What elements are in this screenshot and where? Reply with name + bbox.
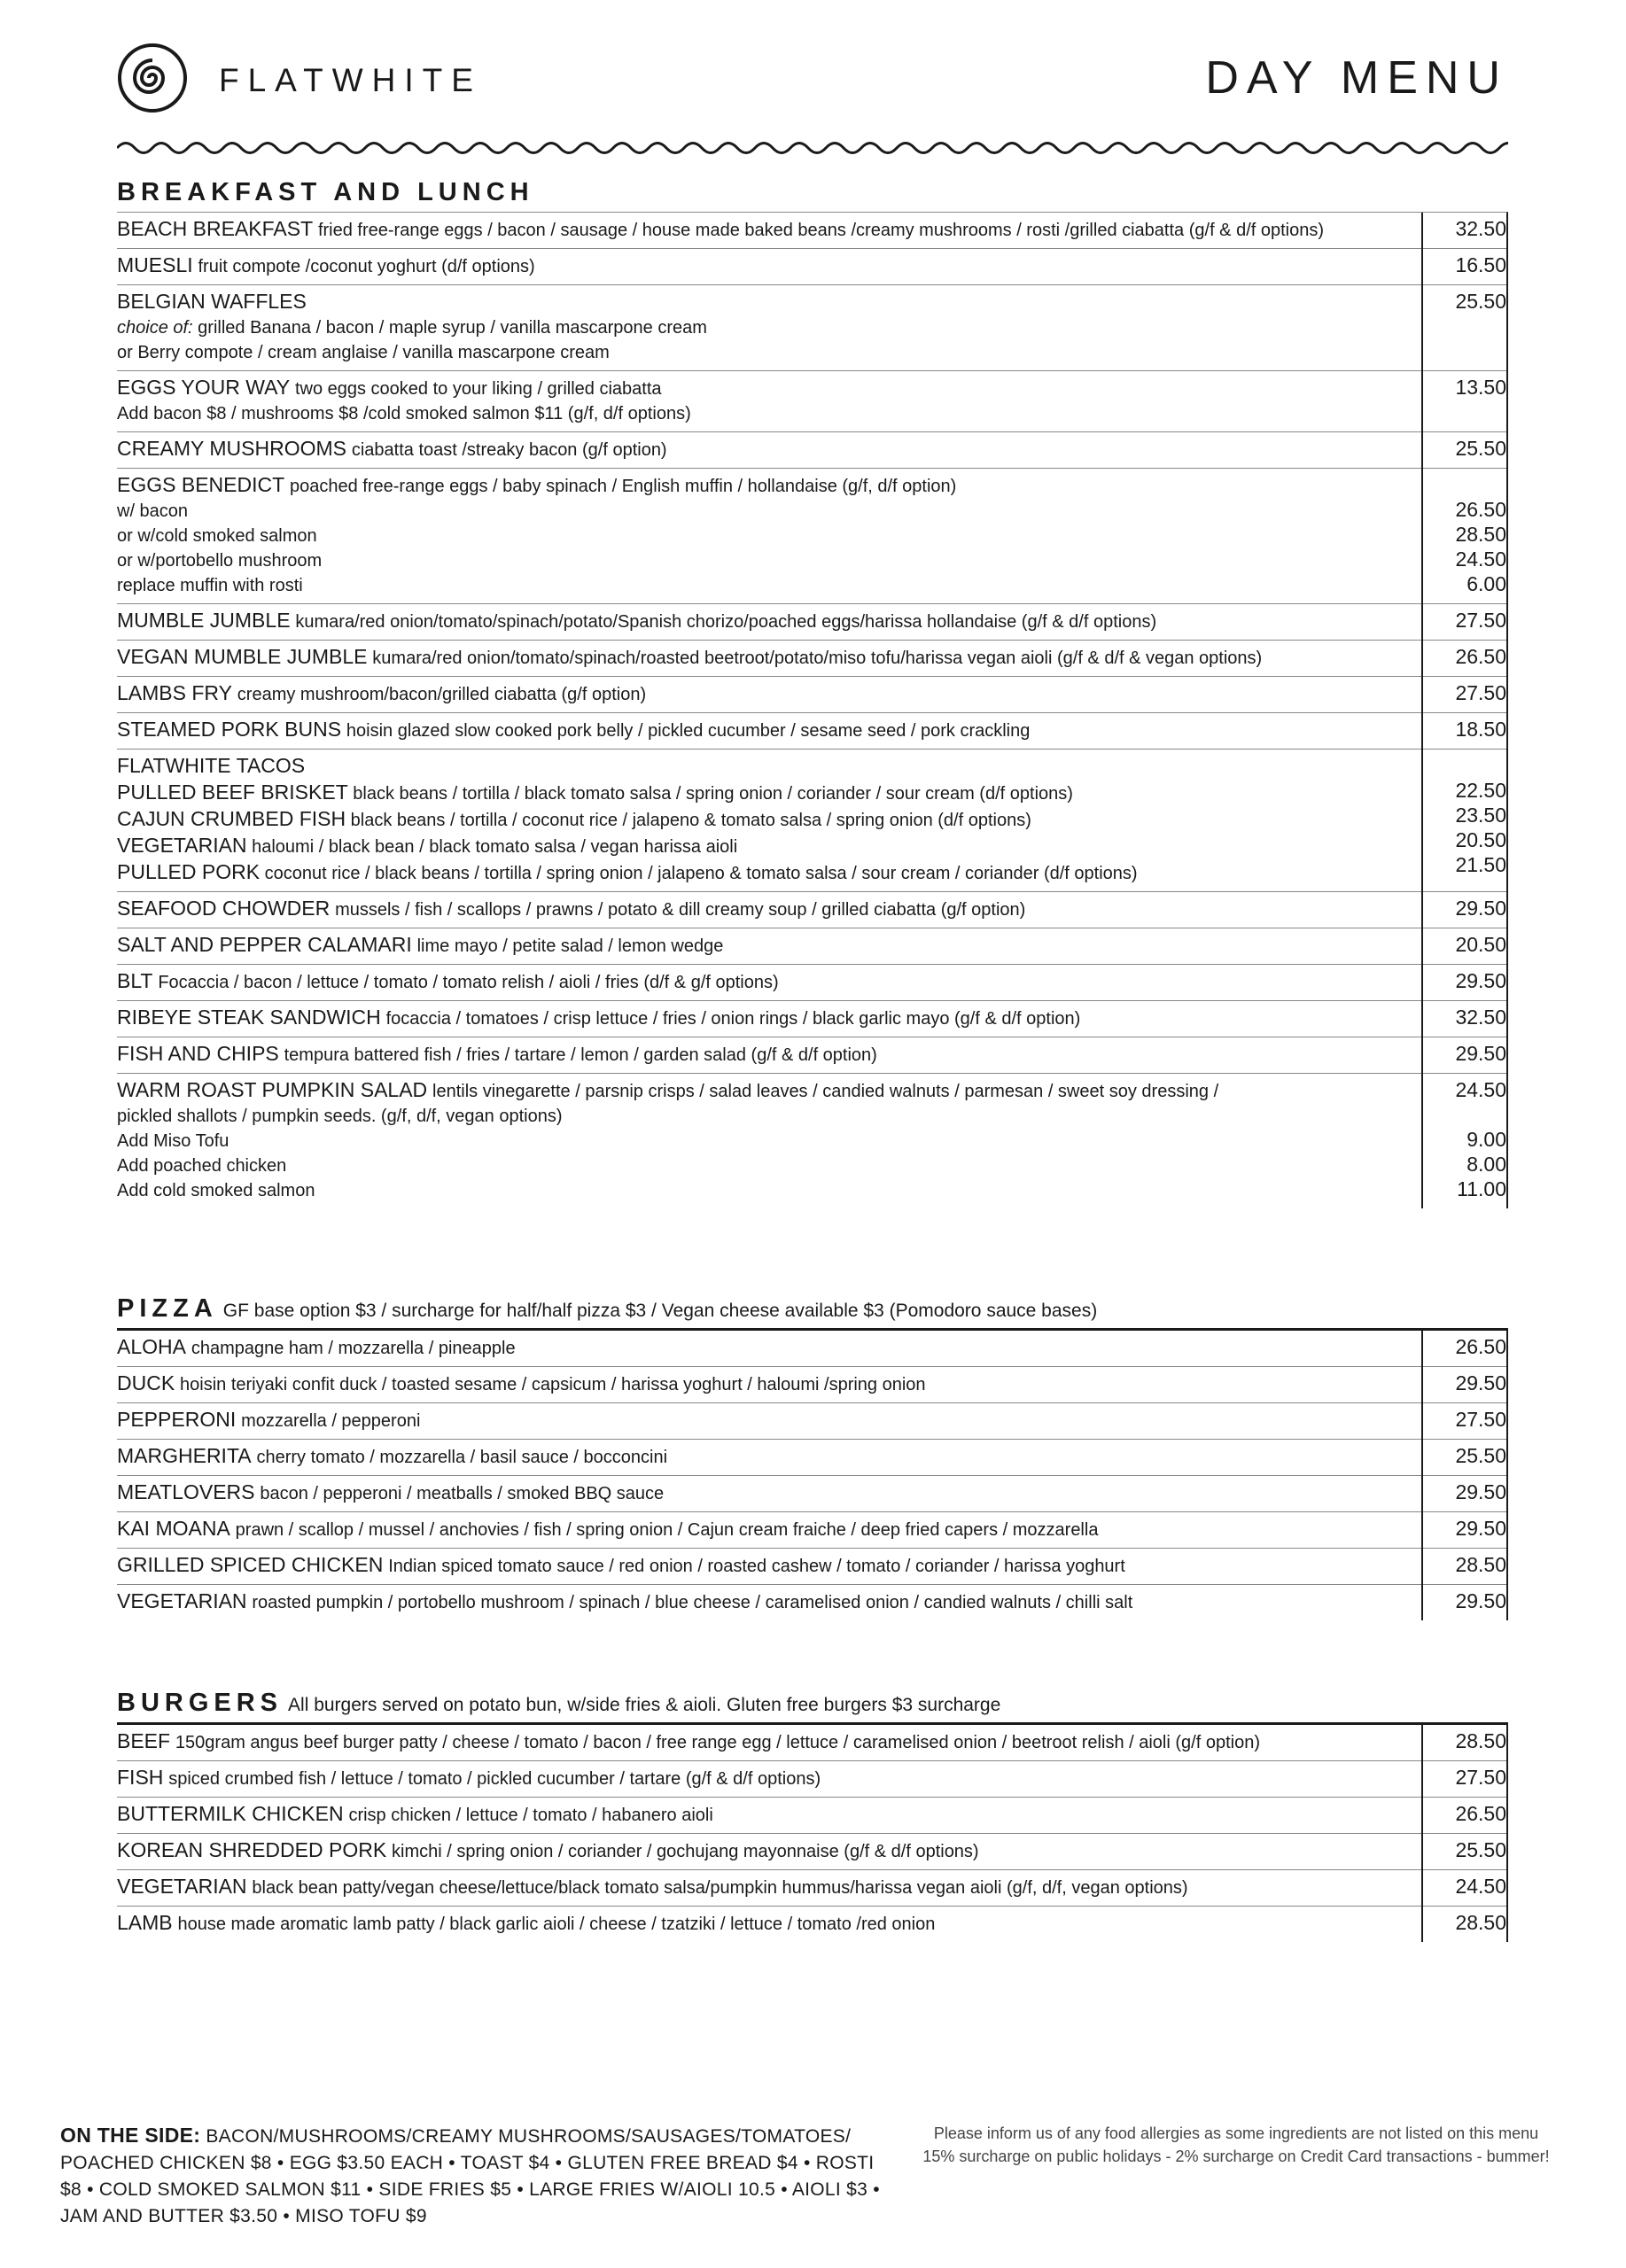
item-name: GRILLED SPICED CHICKEN	[117, 1553, 384, 1576]
item-description	[117, 932, 1420, 959]
subitem-text: grilled Banana / bacon / maple syrup / vanilla mascarpone cream	[192, 318, 707, 338]
item-detail: prawn / scallop / mussel / anchovies / fish / spring onion / Cajun cream fraiche / deep fried capers / mozzarella	[235, 1520, 1099, 1540]
item-price-column	[1418, 1037, 1506, 1066]
item-detail: lime mayo / petite salad / lemon wedge	[416, 936, 724, 956]
item-description	[117, 968, 1420, 995]
item-detail: tempura battered fish / fries / tartare / lemon / garden salad (g/f & d/f option)	[284, 1045, 877, 1065]
item-price: 29.50	[1455, 1042, 1506, 1065]
item-price-column	[1418, 750, 1506, 877]
item-price-column	[1418, 1367, 1506, 1395]
item-description	[117, 289, 1420, 365]
item-subline	[117, 340, 1420, 365]
wave-divider	[117, 135, 1508, 161]
item-price: 32.50	[1455, 1006, 1506, 1029]
item-detail: fruit compote /coconut yoghurt (d/f options)	[198, 257, 535, 276]
item-detail: hoisin glazed slow cooked pork belly / pickled cucumber / sesame seed / pork crackling	[346, 721, 1031, 741]
item-price: 29.50	[1455, 897, 1506, 920]
item-detail: fried free-range eggs / bacon / sausage / house made baked beans /creamy mushrooms / rosti /grilled ciabatta (g/f & d/f options)	[317, 221, 1325, 240]
item-price-column	[1418, 1834, 1506, 1862]
subitem-text: pickled shallots / pumpkin seeds. (g/f, d/f, vegan options)	[117, 1107, 563, 1126]
item-price	[1418, 472, 1506, 497]
item-line	[117, 1041, 1420, 1068]
item-detail: mozzarella / pepperoni	[241, 1411, 421, 1431]
subitem-name: PULLED PORK	[117, 860, 261, 883]
sides-text: BACON/MUSHROOMS/CREAMY MUSHROOMS/SAUSAGES/TOMATOES/ POACHED CHICKEN $8 • EGG $3.50 EACH • TOAST $4 • GLUTEN FREE BREAD $4 • ROSTI $8 • COLD SMOKED SALMON $11 • SIDE FRIES $5 • LARGE FRIES W/AIOLI 10.5 • AIOLI $3 • JAM AND BUTTER $3.50 • MISO TOFU $9	[60, 2126, 880, 2226]
item-line	[117, 1516, 1420, 1542]
item-name: PEPPERONI	[117, 1408, 237, 1431]
item-description	[117, 252, 1420, 279]
subitem-price: 8.00	[1467, 1153, 1506, 1176]
item-price-column	[1418, 1761, 1506, 1790]
item-price-column	[1418, 1585, 1506, 1613]
item-price: 29.50	[1455, 969, 1506, 992]
item-price: 27.50	[1455, 681, 1506, 704]
item-detail: kumara/red onion/tomato/spinach/potato/Spanish chorizo/poached eggs/harissa hollandaise (g/f & d/f options)	[295, 612, 1157, 632]
item-detail: lentils vinegarette / parsnip crisps / salad leaves / candied walnuts / parmesan / sweet soy dressing /	[432, 1082, 1219, 1101]
item-line	[117, 252, 1420, 279]
breakfast-items	[117, 212, 1508, 1208]
item-price: 16.50	[1455, 253, 1506, 276]
item-line	[117, 1334, 1420, 1361]
item-price-column	[1418, 1870, 1506, 1899]
item-description	[117, 216, 1420, 243]
item-price: 25.50	[1455, 1444, 1506, 1467]
menu-item	[117, 1001, 1506, 1037]
item-description	[117, 1407, 1420, 1433]
subitem-text: replace muffin with rosti	[117, 576, 303, 595]
item-name: DUCK	[117, 1371, 175, 1394]
item-price: 26.50	[1455, 1335, 1506, 1358]
subitem-name: PULLED BEEF BRISKET	[117, 781, 348, 804]
item-price: 28.50	[1455, 1729, 1506, 1752]
item-price-column	[1418, 213, 1506, 241]
item-price: 25.50	[1455, 437, 1506, 460]
item-name: MUESLI	[117, 253, 193, 276]
subitem-price	[1418, 1102, 1506, 1127]
subitem-price: 24.50	[1455, 548, 1506, 571]
item-subline	[117, 1178, 1420, 1203]
breakfast-section	[117, 173, 1508, 1208]
item-detail: black bean patty/vegan cheese/lettuce/black tomato salsa/pumpkin hummus/harissa vegan aioli (g/f, d/f, vegan options)	[252, 1878, 1188, 1898]
item-description	[117, 1728, 1420, 1755]
menu-item	[117, 1367, 1506, 1403]
item-price-column	[1418, 469, 1506, 596]
item-name: STEAMED PORK BUNS	[117, 718, 342, 741]
item-price: 20.50	[1455, 933, 1506, 956]
menu-item	[117, 965, 1506, 1001]
item-price-column	[1418, 965, 1506, 993]
item-description	[117, 717, 1420, 743]
item-name: LAMBS FRY	[117, 681, 232, 704]
item-subline	[117, 1129, 1420, 1153]
subitem-name: CAJUN CRUMBED FISH	[117, 807, 346, 830]
menu-item	[117, 371, 1506, 432]
item-line	[117, 375, 1420, 401]
item-description	[117, 375, 1420, 426]
item-subline	[117, 524, 1420, 548]
menu-item	[117, 1074, 1506, 1208]
item-line	[117, 1480, 1420, 1506]
item-description	[117, 1910, 1420, 1937]
pizza-section	[117, 1289, 1508, 1620]
item-subline	[117, 859, 1420, 886]
item-line	[117, 968, 1420, 995]
price-divider	[1421, 213, 1423, 1208]
item-price-column	[1418, 641, 1506, 669]
subitem-text: black beans / tortilla / coconut rice / jalapeno & tomato salsa / spring onion (d/f options)	[346, 811, 1031, 830]
subitem-text: haloumi / black bean / black tomato salsa / vegan harissa aioli	[246, 837, 738, 857]
subitem-text: w/ bacon	[117, 501, 189, 521]
item-detail: Indian spiced tomato sauce / red onion / roasted cashew / tomato / coriander / harissa yoghurt	[388, 1557, 1125, 1576]
menu-item	[117, 1440, 1506, 1476]
item-subline	[117, 1104, 1420, 1129]
sides-label: ON THE SIDE:	[60, 2124, 201, 2147]
item-price: 29.50	[1455, 1517, 1506, 1540]
item-description	[117, 1371, 1420, 1397]
item-line	[117, 1910, 1420, 1937]
item-name: FISH AND CHIPS	[117, 1042, 279, 1065]
burgers-section	[117, 1683, 1508, 1942]
menu-item	[117, 249, 1506, 285]
item-name: VEGAN MUMBLE JUMBLE	[117, 645, 368, 668]
brand-name: FLATWHITE	[219, 62, 482, 98]
item-price: 32.50	[1455, 217, 1506, 240]
menu-item	[117, 1798, 1506, 1834]
item-description	[117, 1041, 1420, 1068]
notices	[886, 2122, 1586, 2168]
item-price-column	[1418, 1725, 1506, 1753]
pizza-note: GF base option $3 / surcharge for half/half pizza $3 / Vegan cheese available $3 (Pomodoro sauce bases)	[222, 1301, 1098, 1321]
menu-item	[117, 641, 1506, 677]
item-description	[117, 1334, 1420, 1361]
item-line	[117, 896, 1420, 922]
item-price: 29.50	[1455, 1480, 1506, 1503]
menu-item	[117, 1403, 1506, 1440]
item-price-column	[1418, 1440, 1506, 1468]
item-subline	[117, 548, 1420, 573]
item-line	[117, 932, 1420, 959]
item-subline	[117, 833, 1420, 859]
subitem-text: black beans / tortilla / black tomato salsa / spring onion / coriander / sour cream (d/f options)	[347, 784, 1073, 804]
subitem-text: or w/portobello mushroom	[117, 551, 323, 571]
item-detail: house made aromatic lamb patty / black garlic aioli / cheese / tzatziki / lettuce / tomato /red onion	[177, 1915, 936, 1934]
subitem-price: 20.50	[1455, 828, 1506, 851]
item-detail: spiced crumbed fish / lettuce / tomato / pickled cucumber / tartare (g/f & d/f options)	[168, 1769, 821, 1789]
menu-item	[117, 892, 1506, 928]
item-description	[117, 436, 1420, 462]
item-subline	[117, 1153, 1420, 1178]
item-name: MEATLOVERS	[117, 1480, 255, 1503]
item-line	[117, 1765, 1420, 1791]
item-detail: mussels / fish / scallops / prawns / potato & dill creamy soup / grilled ciabatta (g/f option)	[335, 900, 1026, 920]
item-name: SALT AND PEPPER CALAMARI	[117, 933, 412, 956]
item-price	[1418, 753, 1506, 778]
subitem-text: Add bacon $8 / mushrooms $8 /cold smoked salmon $11 (g/f, d/f options)	[117, 404, 691, 423]
item-price: 13.50	[1455, 376, 1506, 399]
item-line	[117, 1801, 1420, 1828]
item-price: 28.50	[1455, 1911, 1506, 1934]
item-detail: ciabatta toast /streaky bacon (g/f option)	[351, 440, 667, 460]
item-price: 26.50	[1455, 1802, 1506, 1825]
item-detail: kumara/red onion/tomato/spinach/roasted beetroot/potato/miso tofu/harissa vegan aioli (g/f & d/f & vegan options)	[372, 649, 1263, 668]
menu-item	[117, 1907, 1506, 1942]
pizza-title: PIZZA	[117, 1294, 218, 1323]
item-price: 27.50	[1455, 1408, 1506, 1431]
item-price: 27.50	[1455, 1766, 1506, 1789]
item-line	[117, 472, 1420, 499]
section-title	[117, 1289, 1508, 1331]
menu-item	[117, 1512, 1506, 1549]
allergy-notice: Please inform us of any food allergies as some ingredients are not listed on this menu	[933, 2124, 1539, 2142]
item-name: MARGHERITA	[117, 1444, 252, 1467]
subitem-prefix: choice of:	[117, 318, 193, 338]
item-price-column	[1418, 371, 1506, 424]
item-description	[117, 680, 1420, 707]
item-name: BLT	[117, 969, 153, 992]
burger-items	[117, 1725, 1508, 1942]
menu-item	[117, 1037, 1506, 1074]
item-detail: Focaccia / bacon / lettuce / tomato / tomato relish / aioli / fries (d/f & g/f options)	[158, 973, 779, 992]
item-price-column	[1418, 1798, 1506, 1826]
item-subline	[117, 401, 1420, 426]
item-description	[117, 608, 1420, 634]
subitem-text: or w/cold smoked salmon	[117, 526, 317, 546]
item-line	[117, 1005, 1420, 1031]
menu-item	[117, 750, 1506, 892]
item-line	[117, 1728, 1420, 1755]
item-line	[117, 680, 1420, 707]
item-detail: creamy mushroom/bacon/grilled ciabatta (g/f option)	[237, 685, 647, 704]
item-description	[117, 1588, 1420, 1615]
item-description	[117, 896, 1420, 922]
subitem-price	[1418, 338, 1506, 363]
item-line	[117, 1588, 1420, 1615]
item-name: FISH	[117, 1766, 164, 1789]
item-line	[117, 289, 1420, 315]
item-detail: crisp chicken / lettuce / tomato / habanero aioli	[348, 1806, 713, 1825]
item-line	[117, 1837, 1420, 1864]
item-price-column	[1418, 892, 1506, 920]
subitem-text: Add poached chicken	[117, 1156, 287, 1176]
item-price-column	[1418, 249, 1506, 277]
sides-list	[60, 2122, 884, 2230]
item-detail: roasted pumpkin / portobello mushroom / spinach / blue cheese / caramelised onion / candied walnuts / chilli salt	[252, 1593, 1133, 1612]
item-description	[117, 1443, 1420, 1470]
item-line	[117, 753, 1420, 780]
subitem-price: 22.50	[1455, 779, 1506, 802]
item-description	[117, 1516, 1420, 1542]
menu-item	[117, 213, 1506, 249]
item-price: 18.50	[1455, 718, 1506, 741]
subitem-text: Add Miso Tofu	[117, 1131, 230, 1151]
item-name: EGGS BENEDICT	[117, 473, 285, 496]
item-description	[117, 472, 1420, 598]
item-detail: focaccia / tomatoes / crisp lettuce / fries / onion rings / black garlic mayo (g/f & d/f option)	[385, 1009, 1081, 1029]
item-name: BEACH BREAKFAST	[117, 217, 314, 240]
item-subline	[117, 780, 1420, 806]
item-detail: two eggs cooked to your liking / grilled ciabatta	[294, 379, 662, 399]
item-price: 28.50	[1455, 1553, 1506, 1576]
subitem-name: VEGETARIAN	[117, 834, 247, 857]
item-detail: hoisin teriyaki confit duck / toasted sesame / capsicum / harissa yoghurt / haloumi /spring onion	[180, 1375, 926, 1394]
subitem-price: 11.00	[1457, 1177, 1506, 1200]
item-price: 24.50	[1455, 1078, 1506, 1101]
item-line	[117, 216, 1420, 243]
subitem-price: 6.00	[1467, 572, 1506, 595]
item-price-column	[1418, 928, 1506, 957]
price-divider	[1421, 1725, 1423, 1942]
item-detail: poached free-range eggs / baby spinach / English muffin / hollandaise (g/f, d/f option)	[290, 477, 957, 496]
item-price: 25.50	[1455, 1838, 1506, 1861]
item-name: EGGS YOUR WAY	[117, 376, 291, 399]
subitem-text: or Berry compote / cream anglaise / vanilla mascarpone cream	[117, 343, 610, 362]
item-subline	[117, 315, 1420, 340]
subitem-price: 21.50	[1455, 853, 1506, 876]
item-name: VEGETARIAN	[117, 1875, 247, 1898]
item-name: BUTTERMILK CHICKEN	[117, 1802, 344, 1825]
subitem-price: 23.50	[1455, 804, 1506, 827]
item-description	[117, 1801, 1420, 1828]
item-price: 26.50	[1455, 645, 1506, 668]
item-name: RIBEYE STEAK SANDWICH	[117, 1006, 381, 1029]
item-price-column	[1418, 1074, 1506, 1201]
item-name: KOREAN SHREDDED PORK	[117, 1838, 387, 1861]
menu-item	[117, 285, 1506, 371]
item-description	[117, 1874, 1420, 1900]
item-price-column	[1418, 1512, 1506, 1541]
item-name: SEAFOOD CHOWDER	[117, 897, 331, 920]
subitem-text: coconut rice / black beans / tortilla / spring onion / jalapeno & tomato salsa / sour cream / coriander (d/f options)	[260, 864, 1138, 883]
menu-item	[117, 1761, 1506, 1798]
item-price-column	[1418, 604, 1506, 633]
item-price: 27.50	[1455, 609, 1506, 632]
item-description	[117, 1552, 1420, 1579]
menu-item	[117, 469, 1506, 604]
item-line	[117, 1407, 1420, 1433]
burgers-note: All burgers served on potato bun, w/side fries & aioli. Gluten free burgers $3 surcharge	[288, 1695, 1001, 1715]
item-description	[117, 1077, 1420, 1203]
item-detail: champagne ham / mozzarella / pineapple	[191, 1339, 516, 1358]
menu-item	[117, 677, 1506, 713]
item-price: 24.50	[1455, 1875, 1506, 1898]
item-price-column	[1418, 432, 1506, 461]
item-price-column	[1418, 1403, 1506, 1432]
item-description	[117, 1005, 1420, 1031]
item-name: ALOHA	[117, 1335, 186, 1358]
surcharge-notice: 15% surcharge on public holidays - 2% surcharge on Credit Card transactions - bummer!	[922, 2148, 1550, 2165]
menu-item	[117, 1834, 1506, 1870]
item-price-column	[1418, 1907, 1506, 1935]
spiral-logo-icon	[117, 43, 188, 113]
item-line	[117, 1552, 1420, 1579]
subitem-price	[1418, 314, 1506, 338]
section-title	[117, 1683, 1508, 1725]
menu-title: DAY MENU	[1205, 52, 1508, 104]
item-price-column	[1418, 713, 1506, 742]
menu-item	[117, 1725, 1506, 1761]
item-line	[117, 644, 1420, 671]
item-price-column	[1418, 1549, 1506, 1577]
item-price-column	[1418, 1331, 1506, 1359]
item-subline	[117, 806, 1420, 833]
item-line	[117, 1371, 1420, 1397]
item-price-column	[1418, 677, 1506, 705]
subitem-text: Add cold smoked salmon	[117, 1181, 315, 1200]
item-description	[117, 753, 1420, 886]
item-price: 29.50	[1455, 1371, 1506, 1394]
menu-item	[117, 432, 1506, 469]
item-description	[117, 644, 1420, 671]
item-description	[117, 1837, 1420, 1864]
price-divider	[1421, 1331, 1423, 1620]
menu-item	[117, 713, 1506, 750]
item-subline	[117, 573, 1420, 598]
item-price: 29.50	[1455, 1589, 1506, 1612]
item-detail: cherry tomato / mozzarella / basil sauce / bocconcini	[256, 1448, 668, 1467]
item-name: WARM ROAST PUMPKIN SALAD	[117, 1078, 428, 1101]
item-name: BEEF	[117, 1729, 171, 1752]
item-name: MUMBLE JUMBLE	[117, 609, 291, 632]
item-line	[117, 1077, 1420, 1104]
item-line	[117, 608, 1420, 634]
item-name: KAI MOANA	[117, 1517, 230, 1540]
item-price-column	[1418, 1476, 1506, 1504]
subitem-price: 9.00	[1467, 1128, 1506, 1151]
item-description	[117, 1480, 1420, 1506]
item-price-column	[1418, 1001, 1506, 1029]
item-detail: kimchi / spring onion / coriander / gochujang mayonnaise (g/f & d/f options)	[392, 1842, 979, 1861]
subitem-price	[1418, 400, 1506, 424]
item-price-column	[1418, 285, 1506, 363]
subitem-price: 28.50	[1455, 523, 1506, 546]
item-detail: bacon / pepperoni / meatballs / smoked BBQ sauce	[260, 1484, 665, 1503]
item-subline	[117, 499, 1420, 524]
item-description	[117, 1765, 1420, 1791]
item-detail: 150gram angus beef burger patty / cheese / tomato / bacon / free range egg / lettuce / caramelised onion / beetroot relish / aioli (g/f option)	[175, 1733, 1260, 1752]
item-name: LAMB	[117, 1911, 173, 1934]
section-title: BREAKFAST AND LUNCH	[117, 178, 534, 206]
menu-item	[117, 1331, 1506, 1367]
subitem-price: 26.50	[1455, 498, 1506, 521]
menu-item	[117, 1476, 1506, 1512]
menu-item	[117, 928, 1506, 965]
header	[117, 43, 1508, 118]
menu-item	[117, 1549, 1506, 1585]
item-name: BELGIAN WAFFLES	[117, 290, 307, 313]
menu-item	[117, 1870, 1506, 1907]
item-line	[117, 1874, 1420, 1900]
burgers-title: BURGERS	[117, 1689, 284, 1717]
item-name: FLATWHITE TACOS	[117, 754, 306, 777]
item-line	[117, 436, 1420, 462]
item-name: VEGETARIAN	[117, 1589, 247, 1612]
item-line	[117, 717, 1420, 743]
item-name: CREAMY MUSHROOMS	[117, 437, 346, 460]
menu-item	[117, 1585, 1506, 1620]
pizza-items	[117, 1331, 1508, 1620]
menu-item	[117, 604, 1506, 641]
item-price: 25.50	[1455, 290, 1506, 313]
item-line	[117, 1443, 1420, 1470]
